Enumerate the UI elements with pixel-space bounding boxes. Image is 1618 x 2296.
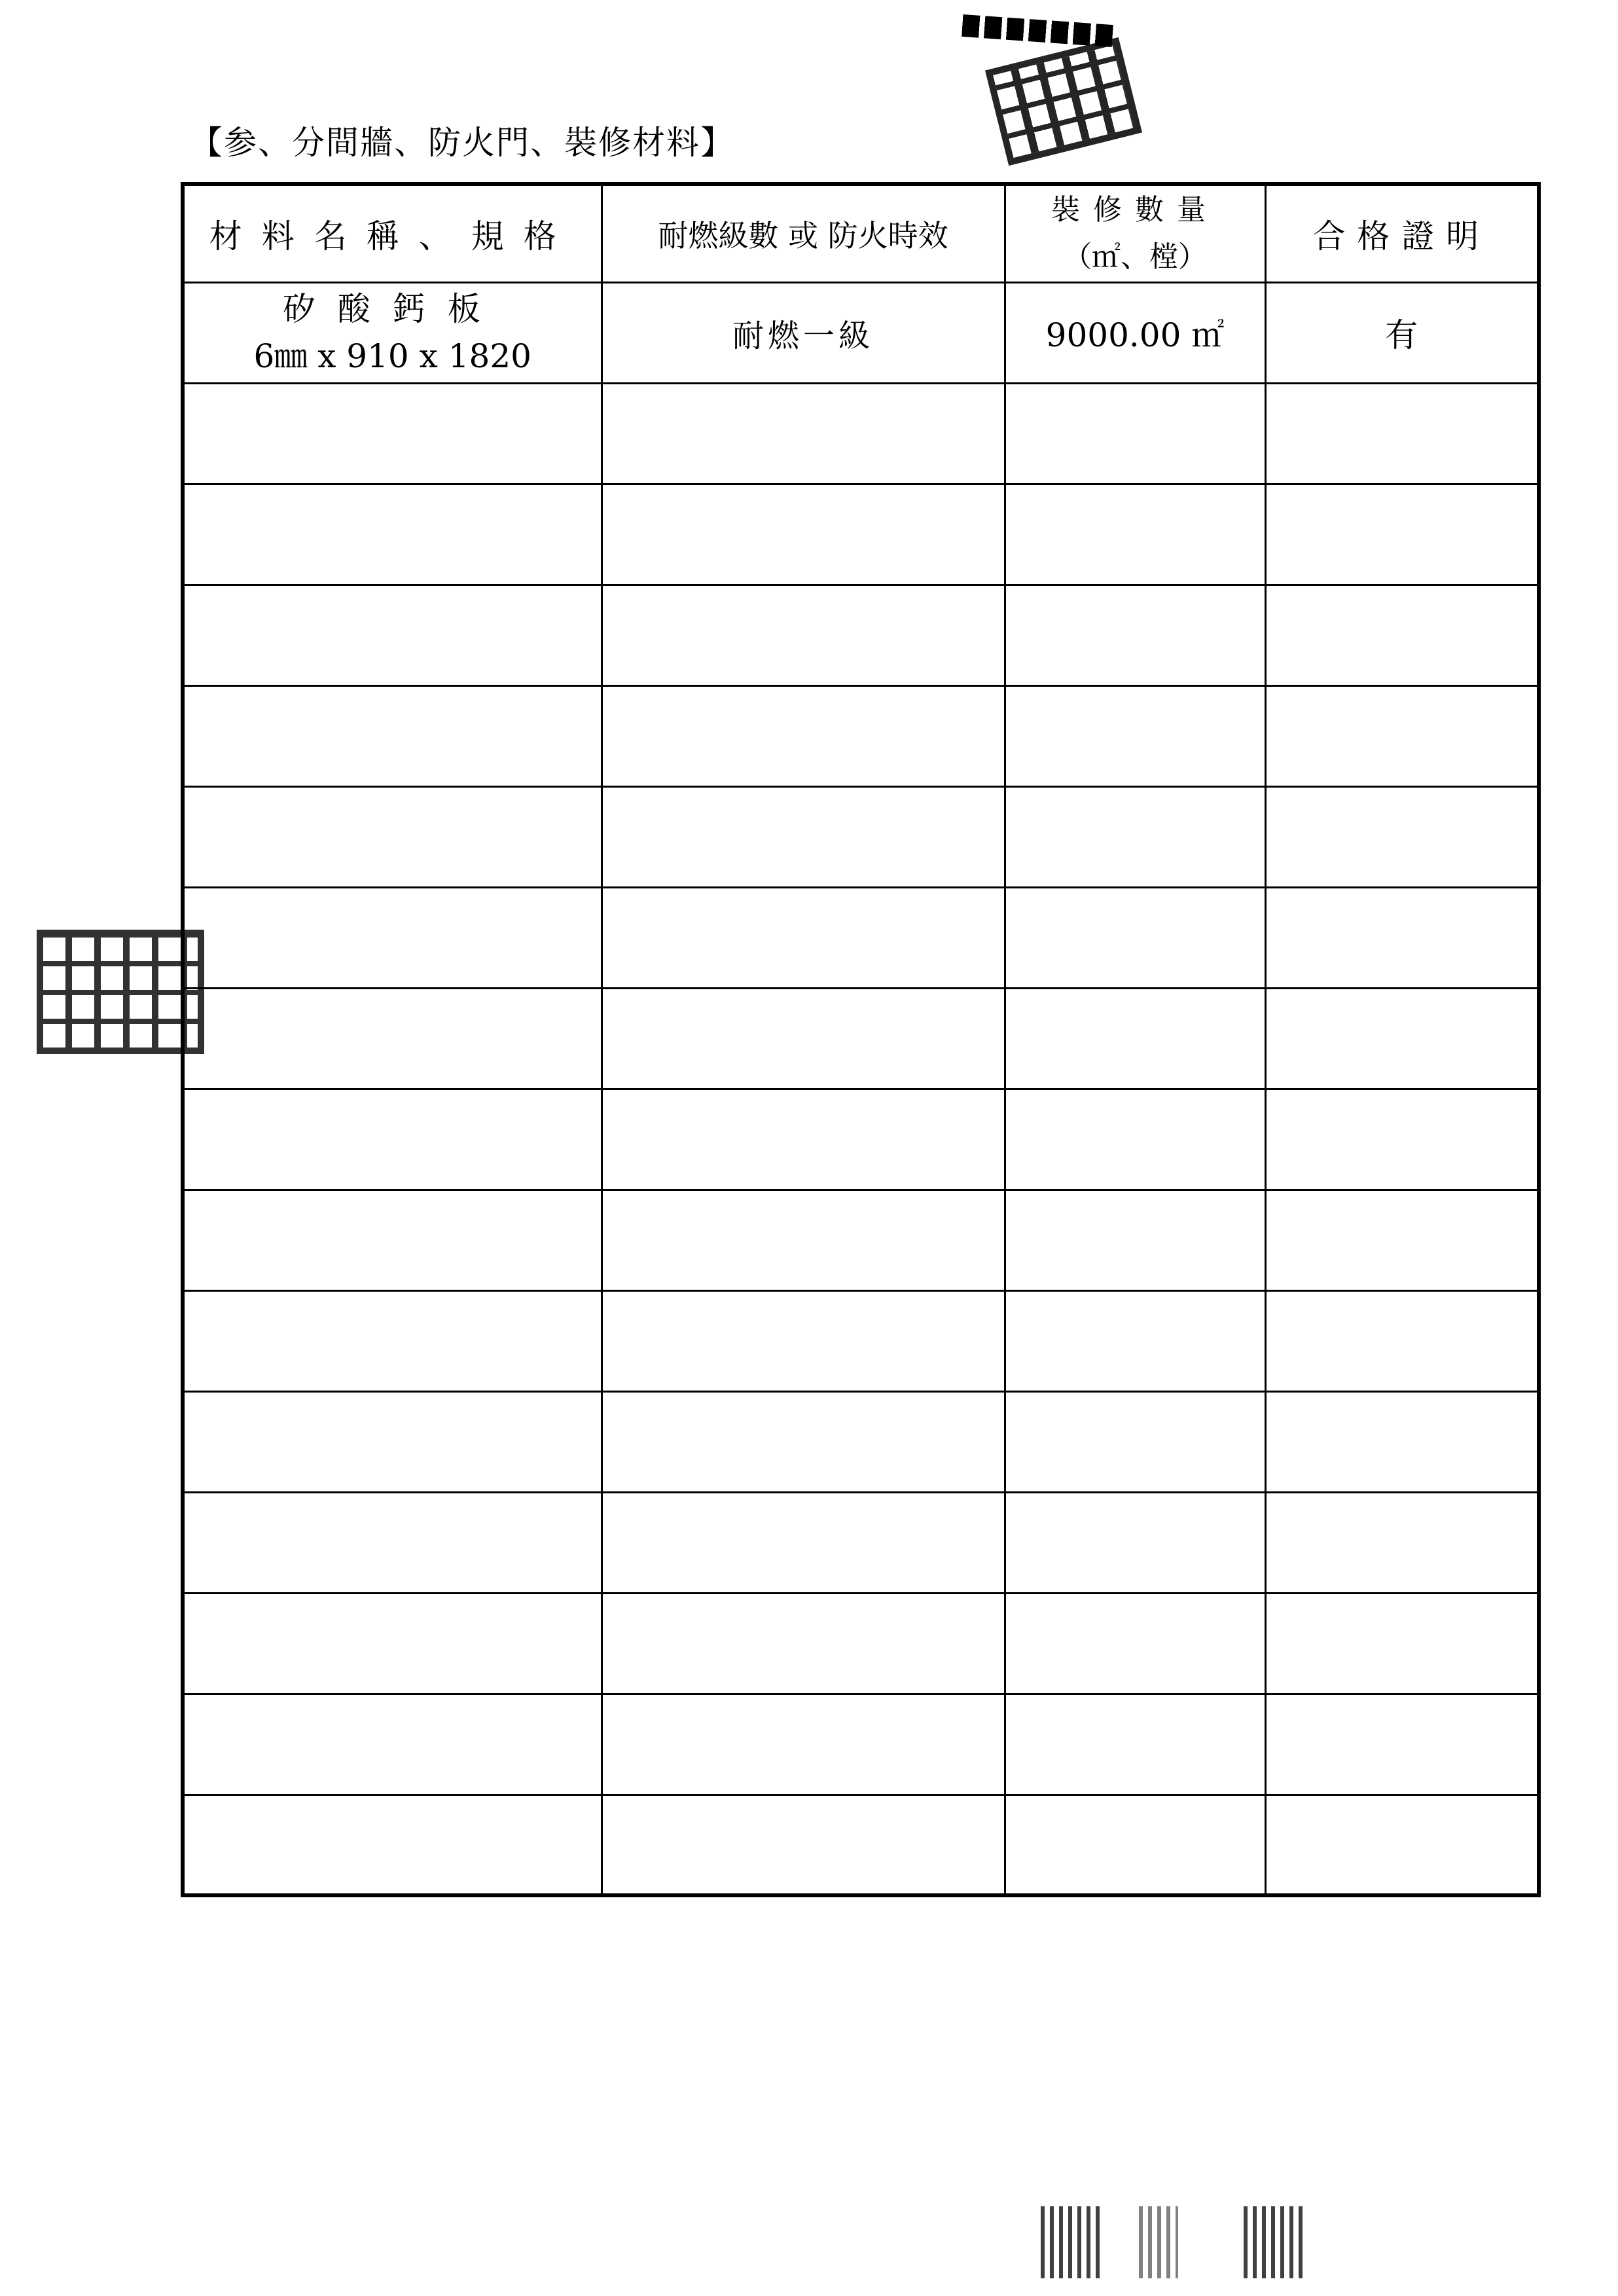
cell-empty bbox=[1265, 988, 1539, 1089]
cell-empty bbox=[1005, 1694, 1265, 1795]
header-quantity-units: （㎡、樘） bbox=[1063, 240, 1207, 274]
cell-empty bbox=[602, 585, 1005, 685]
cell-empty bbox=[602, 1492, 1005, 1593]
cell-empty bbox=[1265, 1089, 1539, 1190]
cell-empty bbox=[1265, 786, 1539, 887]
cell-empty bbox=[1265, 1694, 1539, 1795]
table-row-empty bbox=[183, 383, 1539, 484]
cell-empty bbox=[1265, 1593, 1539, 1694]
table-header-row bbox=[183, 184, 1539, 282]
cell-empty bbox=[183, 1593, 602, 1694]
cell-empty bbox=[1005, 1492, 1265, 1593]
cell-empty bbox=[1265, 1190, 1539, 1290]
cell-empty bbox=[183, 887, 602, 988]
header-material-name: 材料名稱、規格 bbox=[183, 184, 602, 282]
cell-empty bbox=[602, 484, 1005, 585]
cell-empty bbox=[1005, 585, 1265, 685]
cell-empty bbox=[1005, 383, 1265, 484]
cell-empty bbox=[183, 786, 602, 887]
cell-empty bbox=[183, 585, 602, 685]
cell-empty bbox=[602, 1089, 1005, 1190]
table-row-empty bbox=[183, 1593, 1539, 1694]
cell-empty bbox=[183, 1290, 602, 1391]
table-row-empty bbox=[183, 1290, 1539, 1391]
table-row-empty bbox=[183, 484, 1539, 585]
cell-empty bbox=[602, 685, 1005, 786]
cell-empty bbox=[1005, 1593, 1265, 1694]
table-row-empty bbox=[183, 1190, 1539, 1290]
stamp-fragment-top bbox=[962, 14, 1113, 47]
cell-empty bbox=[183, 1190, 602, 1290]
cell-empty bbox=[1265, 1492, 1539, 1593]
table-row-empty bbox=[183, 988, 1539, 1089]
cell-fire-rating: 耐燃一級 bbox=[602, 282, 1005, 383]
cell-empty bbox=[1005, 887, 1265, 988]
table-row-empty bbox=[183, 887, 1539, 988]
cell-empty bbox=[602, 887, 1005, 988]
header-certificate: 合格證明 bbox=[1265, 184, 1539, 282]
cell-empty bbox=[1265, 685, 1539, 786]
table-row-empty bbox=[183, 1694, 1539, 1795]
materials-table bbox=[181, 182, 1541, 1897]
cell-empty bbox=[602, 988, 1005, 1089]
cell-empty bbox=[1265, 383, 1539, 484]
cell-empty bbox=[602, 1694, 1005, 1795]
cell-empty bbox=[183, 1391, 602, 1492]
table-row-empty bbox=[183, 1089, 1539, 1190]
material-name: 矽酸鈣板 bbox=[282, 290, 503, 328]
cell-empty bbox=[183, 383, 602, 484]
table-row-empty bbox=[183, 585, 1539, 685]
stamp-fragment-bottom bbox=[1139, 2206, 1178, 2278]
cell-empty bbox=[1005, 1391, 1265, 1492]
cell-empty bbox=[1265, 887, 1539, 988]
cell-empty bbox=[602, 1795, 1005, 1895]
cell-empty bbox=[183, 1795, 602, 1895]
material-spec: 6㎜ x 910 x 1820 bbox=[253, 337, 531, 375]
official-seal-top bbox=[985, 37, 1142, 166]
cell-empty bbox=[183, 1694, 602, 1795]
cell-empty bbox=[183, 1492, 602, 1593]
header-fire-rating: 耐燃級數 或 防火時效 bbox=[602, 184, 1005, 282]
header-quantity bbox=[1005, 184, 1265, 282]
cell-empty bbox=[183, 1089, 602, 1190]
stamp-fragment-bottom bbox=[1041, 2206, 1100, 2278]
cell-certificate: 有 bbox=[1265, 282, 1539, 383]
cell-empty bbox=[1005, 1795, 1265, 1895]
table-row-empty bbox=[183, 1795, 1539, 1895]
table-row-empty bbox=[183, 1492, 1539, 1593]
cell-empty bbox=[602, 1391, 1005, 1492]
cell-empty bbox=[1005, 786, 1265, 887]
cell-empty bbox=[1265, 1290, 1539, 1391]
cell-empty bbox=[1265, 484, 1539, 585]
table-row-empty bbox=[183, 1391, 1539, 1492]
table-row-empty bbox=[183, 786, 1539, 887]
cell-empty bbox=[602, 1290, 1005, 1391]
table-row bbox=[183, 282, 1539, 383]
cell-empty bbox=[183, 685, 602, 786]
cell-empty bbox=[183, 484, 602, 585]
stamp-fragment-bottom bbox=[1244, 2206, 1303, 2278]
cell-empty bbox=[1265, 1795, 1539, 1895]
cell-empty bbox=[602, 1593, 1005, 1694]
cell-empty bbox=[602, 786, 1005, 887]
cell-quantity: 9000.00 ㎡ bbox=[1005, 282, 1265, 383]
cell-empty bbox=[1005, 1089, 1265, 1190]
official-seal-left bbox=[37, 930, 204, 1054]
header-quantity-label: 裝修數量 bbox=[1051, 192, 1219, 227]
cell-empty bbox=[1005, 484, 1265, 585]
cell-empty bbox=[1005, 1290, 1265, 1391]
cell-empty bbox=[183, 988, 602, 1089]
cell-empty bbox=[1265, 585, 1539, 685]
cell-material-name bbox=[183, 282, 602, 383]
cell-empty bbox=[1005, 685, 1265, 786]
section-title: 【参、分間牆、防火門、裝修材料】 bbox=[190, 124, 734, 162]
cell-empty bbox=[602, 383, 1005, 484]
table-row-empty bbox=[183, 685, 1539, 786]
cell-empty bbox=[1005, 1190, 1265, 1290]
cell-empty bbox=[1005, 988, 1265, 1089]
cell-empty bbox=[1265, 1391, 1539, 1492]
cell-empty bbox=[602, 1190, 1005, 1290]
